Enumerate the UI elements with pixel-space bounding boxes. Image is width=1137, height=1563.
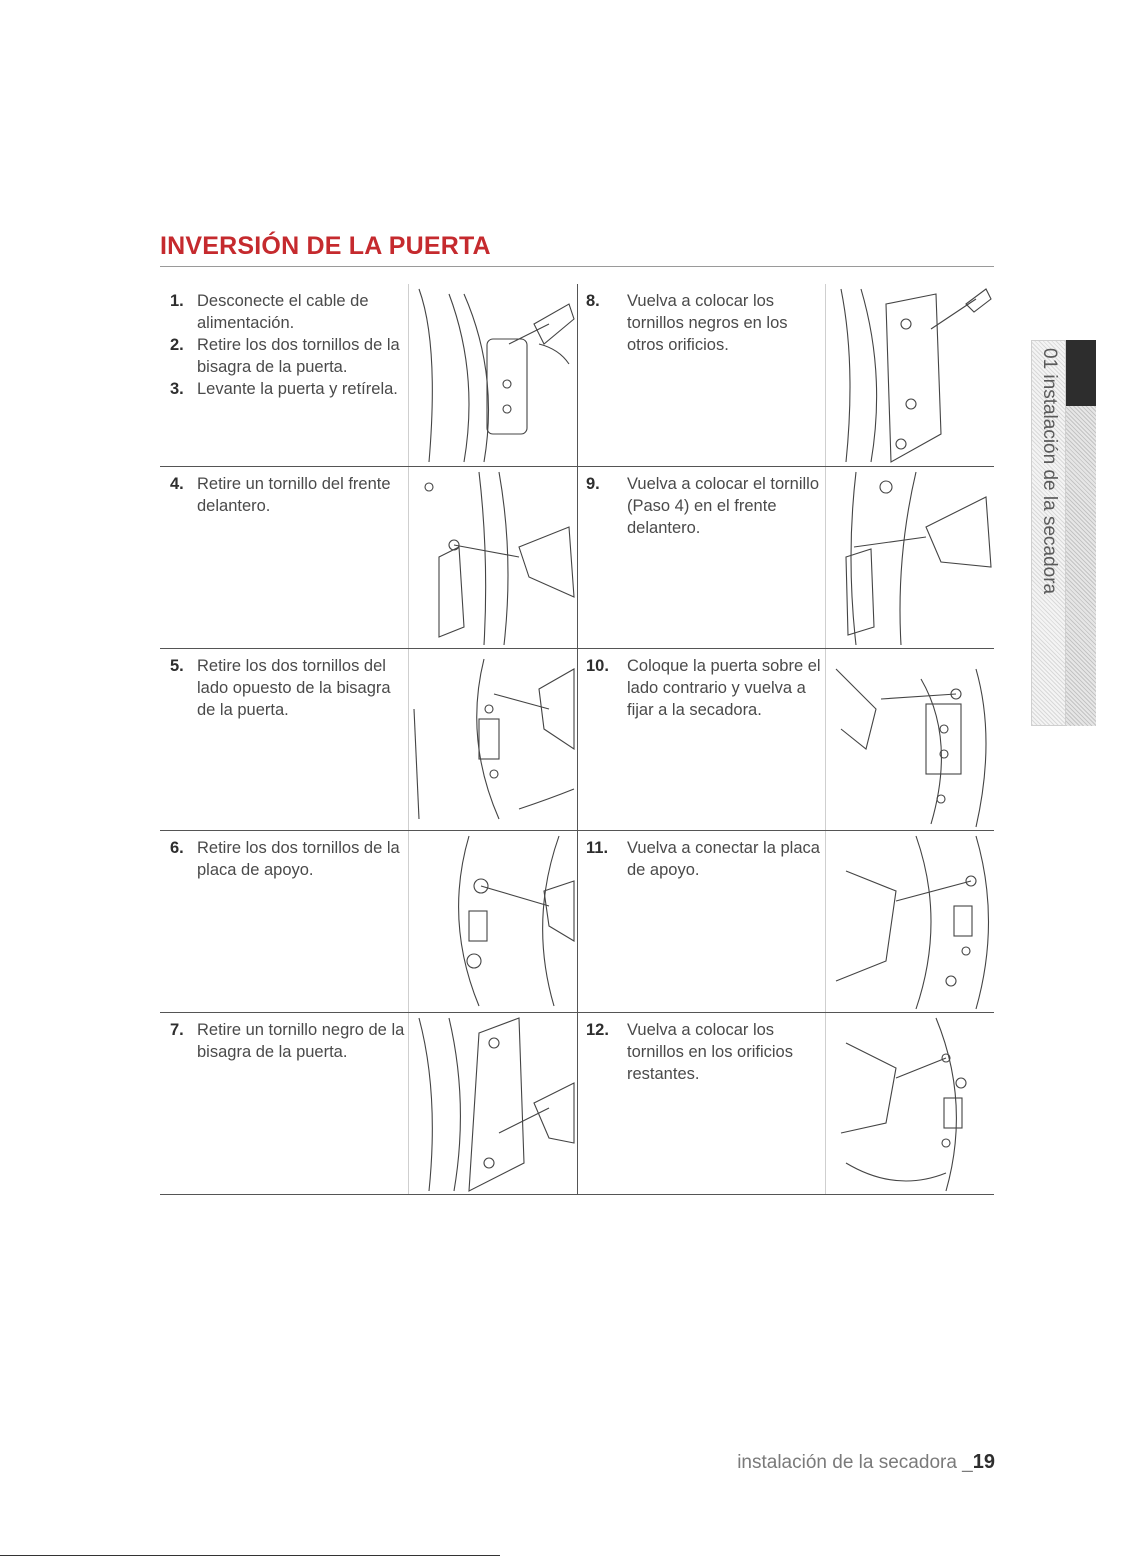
instruction-row <box>160 284 994 467</box>
remaining-screws-illustration <box>826 1013 995 1194</box>
illustration-cell <box>408 649 577 830</box>
step-text: Retire los dos tornillos de la bisagra de la puerta. <box>197 336 400 376</box>
step-text: Levante la puerta y retírela. <box>197 380 398 398</box>
step-text-cell <box>577 1013 824 1194</box>
step-item <box>586 473 824 539</box>
tab-dark-block <box>1066 340 1096 406</box>
instruction-row <box>160 1013 994 1195</box>
door-reattach-illustration <box>826 649 995 830</box>
step-text-cell <box>577 831 824 1012</box>
illustration-cell <box>825 1013 995 1194</box>
step-number: 1. <box>170 292 184 310</box>
step-text: Retire los dos tornillos del lado opuesto de la bisagra de la puerta. <box>197 657 391 719</box>
step-text: Retire los dos tornillos de la placa de apoyo. <box>197 839 400 879</box>
door-hinge-illustration <box>409 284 577 466</box>
instruction-grid <box>160 284 994 1195</box>
step-text: Retire un tornillo negro de la bisagra de la puerta. <box>197 1021 405 1061</box>
bottom-divider <box>0 1555 500 1556</box>
step-text: Coloque la puerta sobre el lado contrario y vuelva a fijar a la secadora. <box>627 657 821 719</box>
step-text-cell <box>160 284 406 466</box>
step-item <box>160 473 406 517</box>
page-title: INVERSIÓN DE LA PUERTA <box>160 232 491 260</box>
tab-light-block <box>1066 406 1096 726</box>
opposite-screws-illustration <box>409 649 577 830</box>
step-number: 12. <box>586 1021 609 1039</box>
front-panel-illustration <box>409 467 577 648</box>
step-item <box>586 290 824 356</box>
instruction-row <box>160 649 994 831</box>
page-number: 19 <box>972 1451 995 1473</box>
page-footer <box>737 1451 995 1474</box>
illustration-cell <box>825 467 995 648</box>
illustration-cell <box>408 831 577 1012</box>
illustration-cell <box>825 649 995 830</box>
step-item <box>160 1019 406 1063</box>
step-text-cell <box>577 649 824 830</box>
step-number: 3. <box>170 380 184 398</box>
step-number: 7. <box>170 1021 184 1039</box>
step-text: Desconecte el cable de alimentación. <box>197 292 369 332</box>
step-text: Vuelva a colocar el tornillo (Paso 4) en el frente delantero. <box>627 475 819 537</box>
step-item <box>160 378 406 400</box>
step-text-cell <box>160 467 406 648</box>
support-plate-reconnect-illustration <box>826 831 995 1012</box>
support-plate-illustration <box>409 831 577 1012</box>
illustration-cell <box>408 467 577 648</box>
step-text-cell <box>160 649 406 830</box>
step-number: 5. <box>170 657 184 675</box>
hinge-plate-illustration <box>826 284 995 466</box>
step-item <box>160 290 406 334</box>
hinge-black-screw-illustration <box>409 1013 577 1194</box>
illustration-cell <box>408 1013 577 1194</box>
step-text: Retire un tornillo del frente delantero. <box>197 475 391 515</box>
step-number: 8. <box>586 292 600 310</box>
step-text-cell <box>577 467 824 648</box>
step-number: 4. <box>170 475 184 493</box>
step-text: Vuelva a colocar los tornillos en los orificios restantes. <box>627 1021 793 1083</box>
step-item <box>586 837 824 881</box>
step-item <box>160 655 406 721</box>
title-divider <box>160 266 994 267</box>
step-number: 6. <box>170 839 184 857</box>
step-text-cell <box>160 831 406 1012</box>
front-panel-refit-illustration <box>826 467 995 648</box>
step-item <box>160 837 406 881</box>
instruction-row <box>160 467 994 649</box>
step-text: Vuelva a conectar la placa de apoyo. <box>627 839 820 879</box>
step-number: 9. <box>586 475 600 493</box>
instruction-row <box>160 831 994 1013</box>
section-tab-label: 01 instalación de la secadora <box>1039 348 1060 595</box>
step-item <box>586 1019 824 1085</box>
step-text: Vuelva a colocar los tornillos negros en los otros orificios. <box>627 292 788 354</box>
step-item <box>160 334 406 378</box>
footer-text: instalación de la secadora _ <box>737 1452 973 1473</box>
illustration-cell <box>408 284 577 466</box>
step-number: 11. <box>586 839 609 857</box>
step-item <box>586 655 824 721</box>
step-text-cell <box>160 1013 406 1194</box>
illustration-cell <box>825 831 995 1012</box>
step-number: 10. <box>586 657 609 675</box>
section-side-tab <box>1031 340 1096 726</box>
step-number: 2. <box>170 336 184 354</box>
illustration-cell <box>825 284 995 466</box>
step-text-cell <box>577 284 824 466</box>
